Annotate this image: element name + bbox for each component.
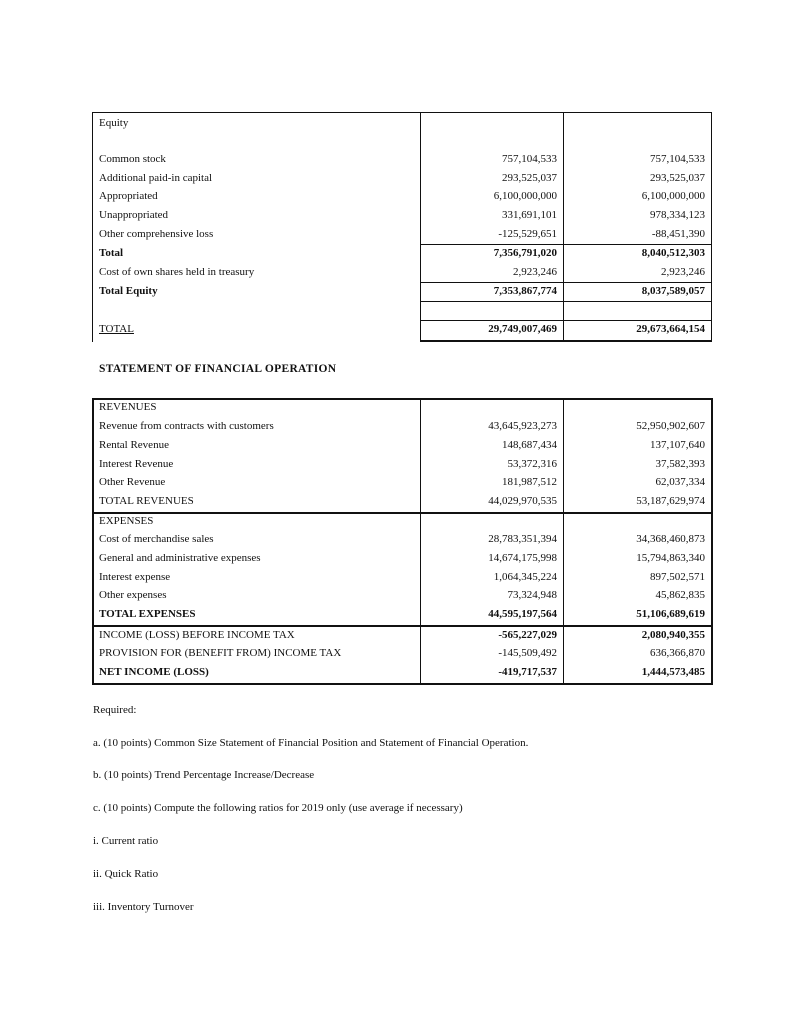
- expense-row-value-2: 45,862,835: [655, 589, 705, 601]
- equity-row-value-2: -88,451,390: [651, 228, 705, 240]
- equity-row-label: Total Equity: [99, 285, 158, 297]
- revenue-row-value-2: 53,187,629,974: [636, 495, 705, 507]
- equity-row-label: Cost of own shares held in treasury: [99, 266, 255, 278]
- requirement-item: iii. Inventory Turnover: [93, 901, 194, 913]
- requirement-item: a. (10 points) Common Size Statement of Financial Position and Statement of Financial Operation.: [93, 737, 529, 749]
- revenue-row-value-2: 137,107,640: [650, 439, 705, 451]
- income-row-value-2: 636,366,870: [650, 647, 705, 659]
- revenues-bottom-line: [92, 512, 712, 514]
- expense-row-value-1: 1,064,345,224: [493, 571, 557, 583]
- equity-row-value-1: 757,104,533: [502, 153, 557, 165]
- equity-row-value-2: 978,334,123: [650, 209, 705, 221]
- expense-row-label: TOTAL EXPENSES: [99, 608, 196, 620]
- revenue-row-value-1: 43,645,923,273: [488, 420, 557, 432]
- revenue-row-value-1: 53,372,316: [507, 458, 557, 470]
- equity-left-border: [92, 112, 93, 342]
- equity-total-line: [420, 244, 712, 245]
- expense-row-value-2: 51,106,689,619: [636, 608, 705, 620]
- grand-total-value-2: 29,673,664,154: [636, 323, 705, 335]
- income-row-value-2: 1,444,573,485: [641, 666, 705, 678]
- equity-row-value-1: 7,353,867,774: [493, 285, 557, 297]
- income-row-value-2: 2,080,940,355: [641, 629, 705, 641]
- equity-right-border: [711, 112, 712, 342]
- revenue-row-value-2: 37,582,393: [655, 458, 705, 470]
- revenue-row-label: TOTAL REVENUES: [99, 495, 194, 507]
- income-row-value-1: -565,227,029: [498, 629, 557, 641]
- expense-row-value-1: 73,324,948: [507, 589, 557, 601]
- income-row-value-1: -419,717,537: [498, 666, 557, 678]
- grand-total-value-1: 29,749,007,469: [488, 323, 557, 335]
- equity-row-value-2: 2,923,246: [661, 266, 705, 278]
- expense-row-label: Cost of merchandise sales: [99, 533, 214, 545]
- equity-row-value-1: 331,691,101: [502, 209, 557, 221]
- expense-row-value-2: 897,502,571: [650, 571, 705, 583]
- equity-row-label: Appropriated: [99, 190, 158, 202]
- requirement-item: i. Current ratio: [93, 835, 159, 847]
- income-row-label: NET INCOME (LOSS): [99, 666, 209, 678]
- equity-row-label: Total: [99, 247, 124, 259]
- equity-row-label: Other comprehensive loss: [99, 228, 214, 240]
- equity-total-equity-line: [420, 282, 712, 283]
- expense-row-label: Other expenses: [99, 589, 167, 601]
- equity-header: Equity: [99, 117, 129, 129]
- equity-row-value-2: 757,104,533: [650, 153, 705, 165]
- income-row-value-1: -145,509,492: [498, 647, 557, 659]
- equity-col-divider-2: [563, 112, 564, 342]
- requirement-item: c. (10 points) Compute the following ratios for 2019 only (use average if necessary): [93, 802, 463, 814]
- revenue-row-label: Interest Revenue: [99, 458, 174, 470]
- equity-row-value-1: 293,525,037: [502, 172, 557, 184]
- expense-row-value-1: 14,674,175,998: [488, 552, 557, 564]
- grand-total-label: TOTAL: [99, 323, 134, 335]
- expense-row-value-1: 28,783,351,394: [488, 533, 557, 545]
- equity-row-value-2: 293,525,037: [650, 172, 705, 184]
- revenue-row-label: Revenue from contracts with customers: [99, 420, 274, 432]
- revenues-header: REVENUES: [99, 401, 157, 413]
- equity-top-border: [92, 112, 712, 113]
- revenue-row-value-1: 44,029,970,535: [488, 495, 557, 507]
- equity-row-value-1: 7,356,791,020: [493, 247, 557, 259]
- requirement-item: ii. Quick Ratio: [93, 868, 159, 880]
- equity-row-value-1: 6,100,000,000: [493, 190, 557, 202]
- expenses-bottom-line: [92, 625, 712, 627]
- equity-col-divider-1: [420, 112, 421, 342]
- revenue-row-value-1: 148,687,434: [502, 439, 557, 451]
- income-row-label: PROVISION FOR (BENEFIT FROM) INCOME TAX: [99, 647, 342, 659]
- operations-col-divider-2: [563, 398, 564, 685]
- equity-grand-total-line-top: [420, 320, 712, 321]
- revenue-row-label: Rental Revenue: [99, 439, 169, 451]
- requirements-title: Required:: [93, 704, 137, 716]
- income-row-label: INCOME (LOSS) BEFORE INCOME TAX: [99, 629, 295, 641]
- expenses-header: EXPENSES: [99, 515, 154, 527]
- equity-row-value-1: 2,923,246: [513, 266, 557, 278]
- equity-row-value-2: 6,100,000,000: [641, 190, 705, 202]
- equity-row-label: Common stock: [99, 153, 166, 165]
- operations-title: STATEMENT OF FINANCIAL OPERATION: [99, 363, 337, 375]
- expense-row-value-1: 44,595,197,564: [488, 608, 557, 620]
- equity-row-value-2: 8,040,512,303: [641, 247, 705, 259]
- expense-row-value-2: 34,368,460,873: [636, 533, 705, 545]
- equity-row-value-2: 8,037,589,057: [641, 285, 705, 297]
- equity-row-label: Unappropriated: [99, 209, 169, 221]
- expense-row-label: Interest expense: [99, 571, 171, 583]
- equity-grand-total-line-bottom: [420, 340, 712, 342]
- revenue-row-label: Other Revenue: [99, 476, 166, 488]
- expense-row-label: General and administrative expenses: [99, 552, 261, 564]
- revenue-row-value-2: 52,950,902,607: [636, 420, 705, 432]
- equity-spacer-line: [420, 301, 712, 302]
- expense-row-value-2: 15,794,863,340: [636, 552, 705, 564]
- equity-row-label: Additional paid-in capital: [99, 172, 213, 184]
- requirement-item: b. (10 points) Trend Percentage Increase/Decrease: [93, 769, 315, 781]
- revenue-row-value-2: 62,037,334: [655, 476, 705, 488]
- equity-row-value-1: -125,529,651: [498, 228, 557, 240]
- revenue-row-value-1: 181,987,512: [502, 476, 557, 488]
- operations-col-divider-1: [420, 398, 421, 685]
